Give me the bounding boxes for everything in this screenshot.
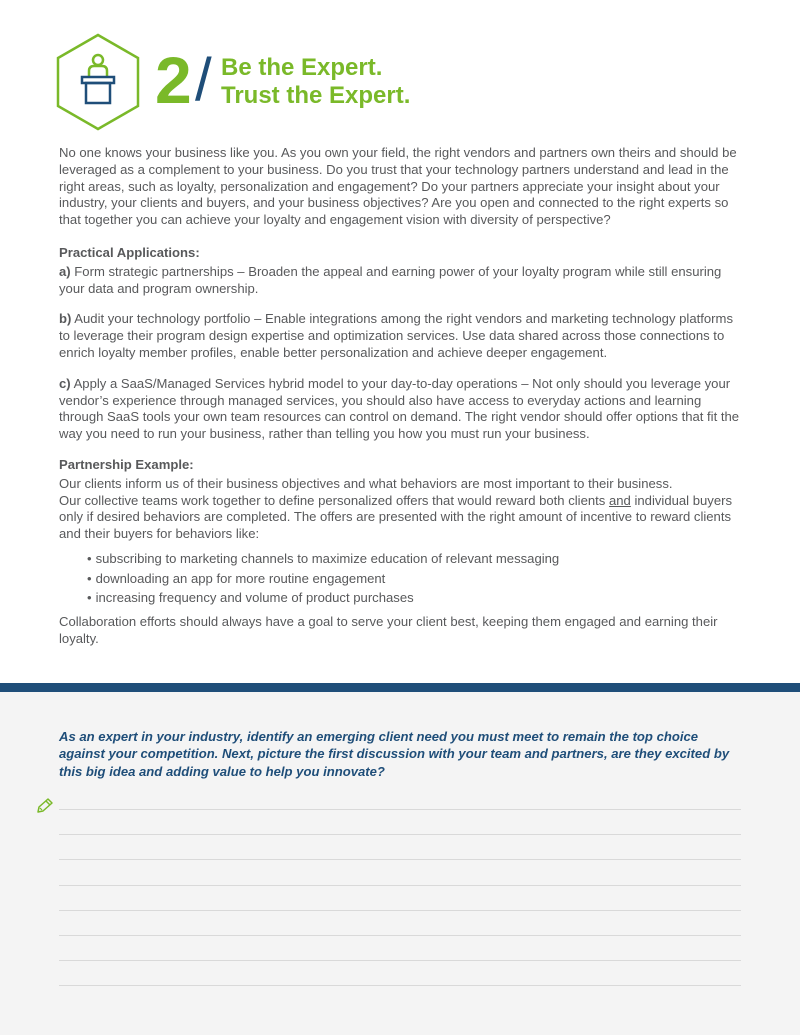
applications-heading: Practical Applications: [59,244,200,260]
example-text: individual buyers only if desired behaviors are completed. The offers are presented with the right amount of incentive to reward clients and their buyers for behaviors like: [59,492,733,542]
example-line2 [59,493,743,543]
intro-paragraph: No one knows your business like you. As you own your field, the right vendors and partners own theirs and should be leveraged as a complement to your business. Do you trust that your technology partners understand and lead in the right areas, such as loyalty, personalization and engagement? Do your partners appreciate your insight about your industry, your clients and buyers, and your business objectives? Are you open and connected to the right experts so that together you can achieve your loyalty and engagement vision with diversity of perspective? [59,145,737,228]
writing-line[interactable] [59,910,741,911]
list-item: • increasing frequency and volume of product purchases [87,590,743,607]
list-item: • downloading an app for more routine engagement [87,571,743,588]
reflection-panel [0,692,800,1035]
item-marker: a) [59,263,71,279]
page-title-line2: Trust the Expert. [221,82,411,109]
writing-line[interactable] [59,834,741,835]
section-number: 2 [155,43,190,117]
item-text: Audit your technology portfolio – Enable integrations among the right vendors and marketing technology platforms to leverage their program design expertise and optimization services. Use data shared across those connections to enrich loyalty member profiles, enable better personalization and achieve deeper engagement. [59,311,733,360]
reflection-question: As an expert in your industry, identify an emerging client need you must meet to remain the top choice against your competition. Next, picture the first discussion with your team and partners, are they excited by this big idea and adding value to help you innovate? [59,729,730,779]
example-text: Our collective teams work together to define personalized offers that would reward both clients [59,492,609,508]
application-item-b [59,311,743,361]
writing-line[interactable] [59,859,741,860]
application-item-a [59,264,743,298]
item-text: Form strategic partnerships – Broaden the appeal and earning power of your loyalty program while still ensuring your data and program ownership. [59,263,722,296]
item-marker: b) [59,311,72,327]
pencil-icon [37,797,55,813]
application-item-c [59,376,743,443]
section-divider-bar [0,683,800,692]
writing-line[interactable] [59,985,741,986]
item-marker: c) [59,375,71,391]
main-content [59,145,743,648]
list-item: • subscribing to marketing channels to maximize education of relevant messaging [87,551,743,568]
underlined-word: and [608,492,631,508]
example-heading: Partnership Example: [59,456,194,472]
writing-line[interactable] [59,960,741,961]
writing-line[interactable] [59,935,741,936]
section-slash: / [195,46,212,113]
writing-line[interactable] [59,885,741,886]
example-line1: Our clients inform us of their business objectives and what behaviors are most important to their business. [59,475,673,491]
writing-line[interactable] [59,809,741,810]
item-text: Apply a SaaS/Managed Services hybrid model to your day-to-day operations – Not only should you leverage your vendor’s experience through managed services, you should also have access to everyday actions and learning through SaaS tools your own team resources can control on demand. The right vendor should offer options that fit the way you need to run your business, rather than telling you how you must run your business. [59,375,740,442]
behavior-list [87,551,743,607]
page-title-line1: Be the Expert. [221,54,383,81]
page-header [55,33,455,133]
speaker-podium-icon [55,33,141,131]
closing-paragraph: Collaboration efforts should always have a goal to serve your client best, keeping them engaged and earning their loyalty. [59,613,718,646]
